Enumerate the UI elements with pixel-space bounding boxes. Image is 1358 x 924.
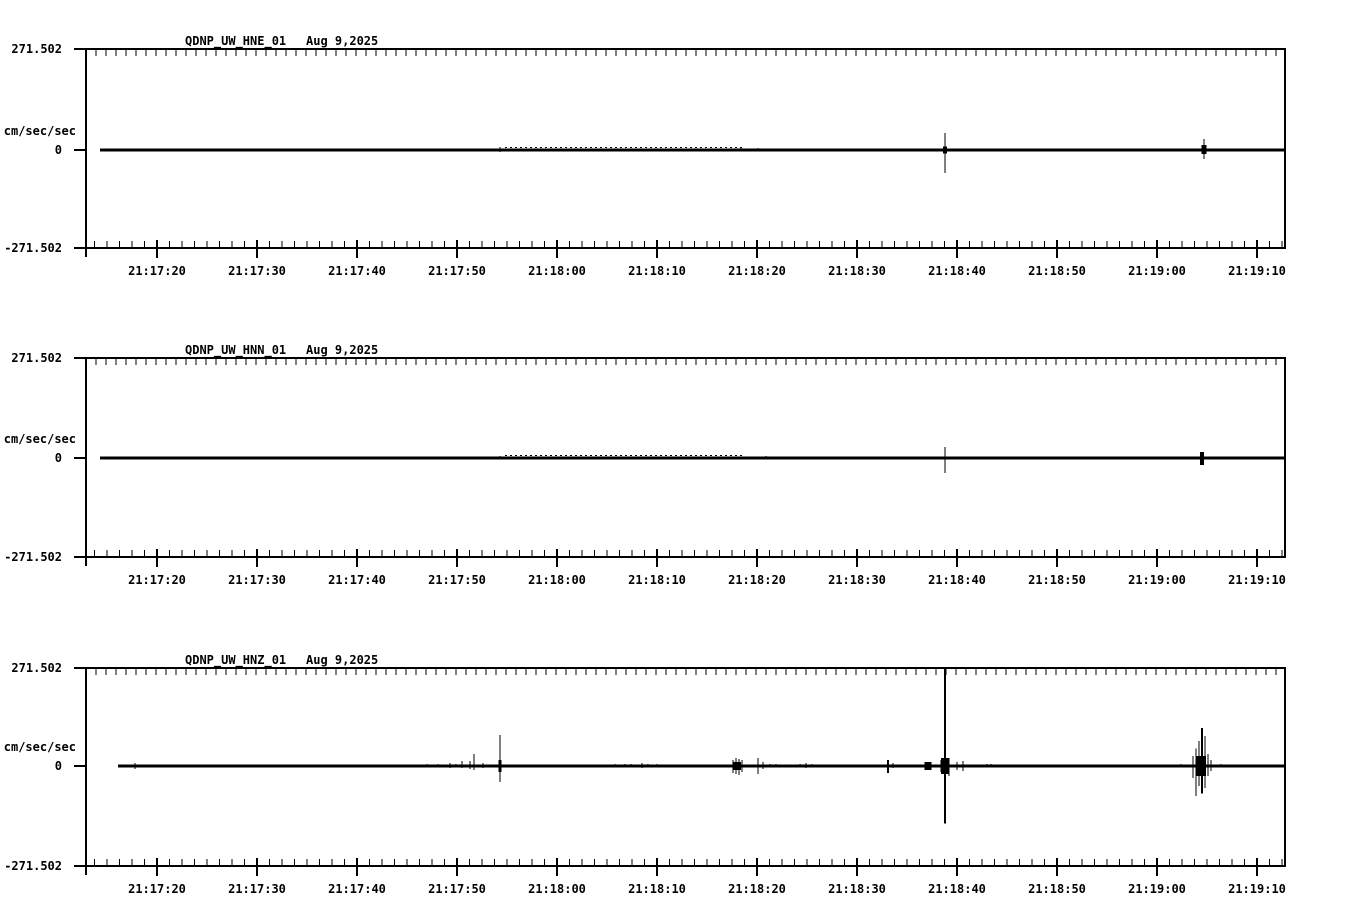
channel-plot-QDNP_UW_HNZ_01 bbox=[4, 653, 1286, 896]
x-time-label: 21:18:20 bbox=[728, 573, 786, 587]
trace-spike bbox=[657, 764, 658, 767]
y-zero-label: 0 bbox=[54, 759, 62, 773]
trace-spike bbox=[648, 764, 649, 767]
x-time-label: 21:18:50 bbox=[1028, 882, 1086, 896]
trace-spike bbox=[642, 763, 643, 768]
trace-spike bbox=[701, 149, 702, 152]
x-time-label: 21:18:10 bbox=[628, 264, 686, 278]
y-min-label: -271.502 bbox=[4, 550, 62, 564]
trace-spike bbox=[941, 758, 949, 774]
trace-spike bbox=[427, 764, 428, 767]
trace-spike bbox=[462, 761, 463, 768]
plot-title: QDNP_UW_HNZ_01 bbox=[185, 653, 287, 667]
x-time-label: 21:17:50 bbox=[428, 573, 486, 587]
x-time-label: 21:18:00 bbox=[528, 882, 586, 896]
x-time-label: 21:18:40 bbox=[928, 573, 986, 587]
y-units-label: cm/sec/sec bbox=[3, 740, 76, 754]
plot-date: Aug 9,2025 bbox=[306, 34, 379, 48]
x-time-label: 21:17:50 bbox=[428, 264, 486, 278]
trace-spike bbox=[758, 758, 759, 774]
trace-spike bbox=[474, 754, 475, 770]
x-time-label: 21:18:00 bbox=[528, 264, 586, 278]
x-time-label: 21:18:40 bbox=[928, 264, 986, 278]
plot-title: QDNP_UW_HNE_01 bbox=[185, 34, 287, 48]
x-time-label: 21:18:10 bbox=[628, 573, 686, 587]
trace-spike bbox=[582, 149, 583, 152]
trace-spike bbox=[510, 457, 511, 460]
x-time-label: 21:17:30 bbox=[228, 573, 286, 587]
trace-spike bbox=[925, 762, 932, 770]
trace-spike bbox=[1205, 736, 1206, 788]
x-time-label: 21:18:40 bbox=[928, 882, 986, 896]
x-time-label: 21:19:00 bbox=[1128, 882, 1186, 896]
trace-spike bbox=[500, 147, 501, 152]
trace-spike bbox=[887, 760, 889, 773]
x-time-label: 21:19:00 bbox=[1128, 573, 1186, 587]
channel-plot-QDNP_UW_HNN_01 bbox=[4, 343, 1286, 587]
trace-spike bbox=[943, 147, 947, 154]
x-time-label: 21:17:40 bbox=[328, 573, 386, 587]
trace-spike bbox=[1208, 754, 1209, 776]
x-time-label: 21:17:20 bbox=[128, 264, 186, 278]
trace-spike bbox=[625, 764, 626, 767]
trace-spike bbox=[555, 149, 556, 152]
trace-spike bbox=[957, 762, 958, 770]
trace-spike bbox=[987, 764, 988, 767]
trace-spike bbox=[1193, 756, 1194, 778]
trace-spike bbox=[438, 764, 439, 767]
trace-spike bbox=[733, 762, 741, 770]
plot-date: Aug 9,2025 bbox=[306, 653, 379, 667]
y-max-label: 271.502 bbox=[11, 351, 62, 365]
y-units-label: cm/sec/sec bbox=[3, 432, 76, 446]
trace-spike bbox=[1181, 764, 1182, 767]
y-zero-label: 0 bbox=[54, 143, 62, 157]
x-time-label: 21:18:30 bbox=[828, 573, 886, 587]
y-min-label: -271.502 bbox=[4, 859, 62, 873]
x-time-label: 21:17:30 bbox=[228, 882, 286, 896]
trace-spike bbox=[766, 456, 767, 459]
x-time-label: 21:18:10 bbox=[628, 882, 686, 896]
trace-spike bbox=[500, 735, 501, 782]
trace-spike bbox=[637, 149, 638, 151]
trace-spike bbox=[1211, 760, 1212, 771]
trace-spike bbox=[499, 760, 502, 772]
y-zero-label: 0 bbox=[54, 451, 62, 465]
trace-spike bbox=[518, 149, 519, 152]
trace-spike bbox=[806, 763, 807, 768]
trace-spike bbox=[949, 758, 950, 776]
trace-spike bbox=[145, 765, 146, 768]
x-time-label: 21:18:50 bbox=[1028, 264, 1086, 278]
trace-spike bbox=[1201, 728, 1203, 794]
y-units-label: cm/sec/sec bbox=[3, 124, 76, 138]
x-time-label: 21:18:20 bbox=[728, 264, 786, 278]
trace-spike bbox=[963, 761, 964, 771]
plot-title: QDNP_UW_HNN_01 bbox=[185, 343, 287, 357]
x-time-label: 21:18:30 bbox=[828, 882, 886, 896]
x-time-label: 21:17:20 bbox=[128, 882, 186, 896]
trace-spike bbox=[470, 761, 471, 769]
trace-spike bbox=[741, 148, 742, 151]
x-time-label: 21:18:50 bbox=[1028, 573, 1086, 587]
y-max-label: 271.502 bbox=[11, 42, 62, 56]
channel-plot-QDNP_UW_HNE_01 bbox=[4, 34, 1286, 278]
x-time-label: 21:19:10 bbox=[1228, 264, 1286, 278]
trace-spike bbox=[945, 447, 946, 473]
trace-spike bbox=[615, 764, 616, 767]
x-time-label: 21:18:30 bbox=[828, 264, 886, 278]
trace-spike bbox=[991, 764, 992, 767]
trace-spike bbox=[450, 763, 451, 768]
trace-spike bbox=[770, 764, 771, 767]
trace-spike bbox=[680, 149, 681, 152]
trace-spike bbox=[742, 760, 743, 772]
trace-spike bbox=[456, 764, 457, 767]
trace-spike bbox=[1221, 764, 1222, 767]
plot-date: Aug 9,2025 bbox=[306, 343, 379, 357]
x-time-label: 21:17:30 bbox=[228, 264, 286, 278]
trace-spike bbox=[500, 456, 501, 460]
trace-spike bbox=[1202, 145, 1207, 154]
trace-spike bbox=[483, 763, 484, 768]
trace-spike bbox=[780, 457, 781, 460]
x-time-label: 21:17:40 bbox=[328, 882, 386, 896]
x-time-label: 21:18:20 bbox=[728, 882, 786, 896]
trace-spike bbox=[758, 148, 759, 151]
y-min-label: -271.502 bbox=[4, 241, 62, 255]
y-max-label: 271.502 bbox=[11, 661, 62, 675]
trace-spike bbox=[135, 763, 136, 769]
x-time-label: 21:17:50 bbox=[428, 882, 486, 896]
trace-spike bbox=[631, 764, 632, 767]
x-time-label: 21:19:00 bbox=[1128, 264, 1186, 278]
x-time-label: 21:19:10 bbox=[1228, 882, 1286, 896]
trace-spike bbox=[1200, 452, 1204, 465]
trace-spike bbox=[776, 764, 777, 767]
x-time-label: 21:18:00 bbox=[528, 573, 586, 587]
trace-spike bbox=[763, 762, 764, 769]
x-time-label: 21:19:10 bbox=[1228, 573, 1286, 587]
x-time-label: 21:17:40 bbox=[328, 264, 386, 278]
trace-spike bbox=[812, 764, 813, 767]
trace-spike bbox=[739, 759, 740, 775]
trace-spike bbox=[893, 763, 894, 768]
x-time-label: 21:17:20 bbox=[128, 573, 186, 587]
trace-spike bbox=[800, 764, 801, 767]
trace-spike bbox=[944, 667, 946, 824]
